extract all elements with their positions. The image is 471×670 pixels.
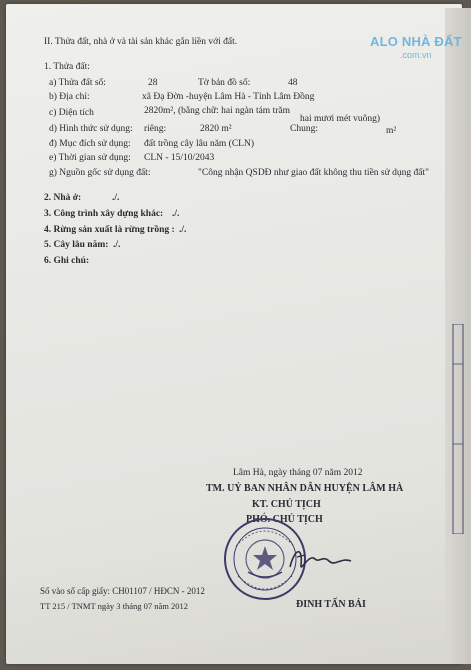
- issuing-authority: TM. UỶ BAN NHÂN DÂN HUYỆN LÂM HÀ: [206, 483, 404, 494]
- reference-line: TT 215 / TNMT ngày 3 tháng 07 năm 2012: [40, 601, 189, 611]
- page-edge-stamp: [451, 324, 465, 534]
- address-label: b) Địa chỉ:: [49, 92, 90, 102]
- other-works-value: ./.: [172, 209, 180, 219]
- parcel-number-label: a) Thửa đất số:: [49, 78, 106, 88]
- watermark-brand: ALO NHÀ ĐẤT: [370, 34, 462, 49]
- usage-private-area: 2820 m²: [200, 124, 232, 134]
- house-value: ./.: [112, 193, 120, 203]
- notes-label: 6. Ghi chú:: [44, 256, 90, 266]
- map-sheet-value: 48: [288, 78, 298, 88]
- purpose-label: đ) Mục đích sử dụng:: [49, 139, 131, 149]
- parcel-number-value: 28: [148, 78, 158, 88]
- area-value-words: hai mươi mét vuông): [300, 114, 381, 124]
- house-label: 2. Nhà ở:: [44, 193, 82, 203]
- registration-number: Số vào sổ cấp giấy: CH01107 / HĐCN - 2012: [40, 586, 205, 596]
- term-label: e) Thời gian sử dụng:: [49, 153, 131, 163]
- usage-form-label: d) Hình thức sử dụng:: [49, 124, 133, 134]
- purpose-value: đất trồng cây lâu năm (CLN): [144, 139, 255, 149]
- address-value: xã Đạ Đờn -huyện Lâm Hà - Tỉnh Lâm Đồng: [142, 92, 315, 102]
- term-value: CLN - 15/10/2043: [144, 153, 215, 163]
- watermark-domain: .com.vn: [400, 50, 432, 60]
- perennial-value: ./.: [113, 240, 121, 250]
- usage-common-unit: m²: [386, 126, 397, 136]
- place-date: Lâm Hà, ngày tháng 07 năm 2012: [233, 468, 363, 478]
- handwritten-signature: [285, 545, 355, 575]
- area-label: c) Diện tích: [49, 108, 94, 118]
- signer-role-2: PHÓ. CHỦ TỊCH: [246, 514, 323, 525]
- origin-label: g) Nguồn gốc sử dụng đất:: [49, 168, 151, 178]
- forest-label: 4. Rừng sản xuất là rừng trồng :: [44, 225, 175, 235]
- parcel-heading: 1. Thửa đất:: [44, 62, 90, 72]
- forest-value: ./.: [179, 225, 187, 235]
- perennial-label: 5. Cây lâu năm:: [44, 240, 109, 250]
- area-value: 2820m², (bằng chữ: hai ngàn tám trăm: [144, 106, 290, 116]
- map-sheet-label: Tờ bản đồ số:: [198, 78, 251, 88]
- signer-role-1: KT. CHỦ TỊCH: [252, 499, 321, 510]
- origin-value: "Công nhận QSDĐ như giao đất không thu tiền sử dụng đất": [198, 168, 429, 178]
- signer-name: ĐINH TẤN BÁI: [296, 599, 366, 610]
- usage-private-label: riêng:: [144, 124, 167, 134]
- usage-common-label: Chung:: [290, 124, 318, 134]
- other-works-label: 3. Công trình xây dựng khác:: [44, 209, 164, 219]
- section-title: II. Thửa đất, nhà ở và tài sản khác gắn liền với đất.: [44, 37, 238, 47]
